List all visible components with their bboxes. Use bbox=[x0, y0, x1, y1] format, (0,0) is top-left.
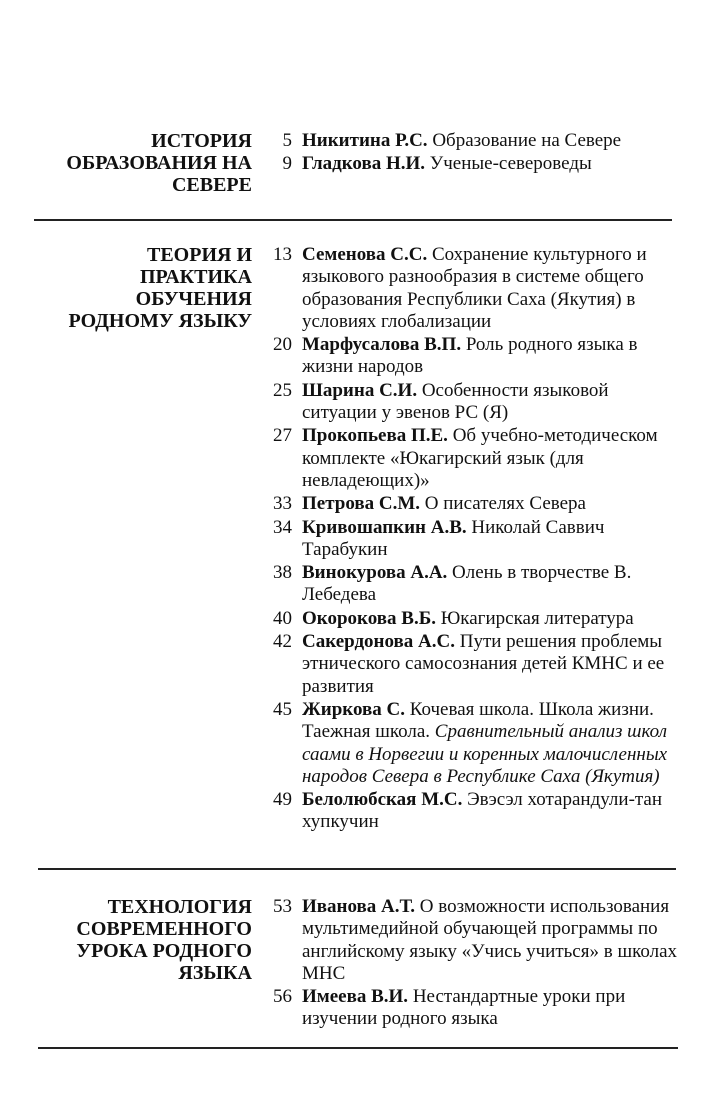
section-title bbox=[0, 130, 252, 196]
entry-body bbox=[302, 380, 680, 425]
page-number: 34 bbox=[273, 516, 292, 538]
entry-title: О писателях Севера bbox=[420, 493, 586, 515]
entry-title: Об учебно-методическом комплекте «Юкагирский язык (для невладеющих)» bbox=[302, 425, 658, 491]
page-number: 42 bbox=[273, 631, 292, 653]
section-title-line: ТЕХНОЛОГИЯ bbox=[107, 896, 252, 918]
entry-body bbox=[302, 425, 680, 492]
entry-author: Иванова А.Т. bbox=[302, 896, 416, 917]
page-number: 13 bbox=[273, 244, 292, 265]
entry-author: Семенова С.С. bbox=[302, 244, 428, 265]
entry-title: Нестандартные уроки при изучении родного языка bbox=[302, 986, 626, 1030]
entry-title: Особенности языковой ситуации у эвенов РС (Я) bbox=[302, 379, 609, 424]
entry-body bbox=[302, 493, 680, 515]
entry-subtitle-italic: Сравнительный анализ школ саами в Норвегии и коренных малочисленных народов Севера в Республике Саха (Якутия) bbox=[302, 721, 668, 787]
section-title-line: ТЕОРИЯ И bbox=[146, 244, 252, 266]
entry-title: Олень в творчестве В. Лебедева bbox=[302, 562, 632, 606]
entry-title: Пути решения проблемы этнического самосознания детей КМНС и ее развития bbox=[302, 631, 665, 697]
toc-entry[interactable] bbox=[260, 631, 680, 698]
entry-body bbox=[302, 608, 680, 630]
page-number: 5 bbox=[282, 130, 292, 151]
section-divider bbox=[38, 868, 676, 870]
entry-title: Ученые-североведы bbox=[425, 153, 592, 175]
entry-author: Имеева В.И. bbox=[302, 986, 409, 1008]
entry-author: Петрова С.М. bbox=[302, 493, 421, 515]
entry-author: Белолюбская М.С. bbox=[302, 789, 463, 811]
toc-entry[interactable] bbox=[260, 493, 680, 515]
section-title-line: РОДНОМУ ЯЗЫКУ bbox=[68, 310, 252, 332]
entry-title: Сохранение культурного и языкового разнообразия в системе общего образования Республики Саха (Якутия) в условиях глобализации bbox=[302, 244, 647, 332]
entry-title: Эвэсэл хотарандули-тан хупкучин bbox=[302, 789, 663, 833]
toc-entry[interactable] bbox=[260, 986, 680, 1031]
page-number: 20 bbox=[273, 334, 292, 356]
toc-entry[interactable] bbox=[260, 789, 680, 834]
section-divider bbox=[38, 1047, 678, 1049]
entry-body bbox=[302, 986, 680, 1031]
entry-author: Гладкова Н.И. bbox=[302, 153, 426, 175]
toc-entries bbox=[260, 130, 680, 177]
entry-title: Юкагирская литература bbox=[436, 607, 634, 629]
toc-entry[interactable] bbox=[260, 517, 680, 562]
entry-author: Окорокова В.Б. bbox=[302, 607, 437, 629]
entry-author: Жиркова С. bbox=[302, 698, 406, 720]
entry-author: Никитина Р.С. bbox=[302, 130, 428, 151]
entry-author: Шарина С.И. bbox=[302, 379, 418, 401]
page-number: 38 bbox=[273, 562, 292, 584]
section-divider bbox=[34, 219, 672, 221]
toc-entry[interactable] bbox=[260, 130, 680, 152]
section-title-line: УРОКА РОДНОГО bbox=[76, 940, 252, 962]
entry-body bbox=[302, 789, 680, 834]
toc-entry[interactable] bbox=[260, 896, 680, 985]
entry-author: Сакердонова А.С. bbox=[302, 631, 455, 653]
entry-body bbox=[302, 244, 680, 333]
section-title bbox=[0, 896, 252, 984]
section-title-line: ОБРАЗОВАНИЯ НА bbox=[66, 152, 252, 174]
entry-author: Марфусалова В.П. bbox=[302, 334, 462, 356]
page-number: 49 bbox=[273, 789, 292, 811]
page-number: 56 bbox=[273, 986, 292, 1008]
toc-entry[interactable] bbox=[260, 425, 680, 492]
section-title-line: ОБУЧЕНИЯ bbox=[135, 288, 252, 310]
toc-entry[interactable] bbox=[260, 380, 680, 425]
entry-author: Винокурова А.А. bbox=[302, 562, 448, 584]
entry-body bbox=[302, 631, 680, 698]
entry-body bbox=[302, 153, 680, 175]
toc-entry[interactable] bbox=[260, 608, 680, 630]
entry-title: О возможности использования мультимедийной обучающей программы по английскому языку «Учись учиться» в школах МНС bbox=[302, 896, 677, 984]
section-title bbox=[0, 244, 252, 332]
entry-body bbox=[302, 334, 680, 379]
section-title-line: ЯЗЫКА bbox=[178, 962, 252, 984]
entry-body bbox=[302, 699, 680, 788]
page-number: 25 bbox=[273, 379, 292, 401]
section-title-line: ПРАКТИКА bbox=[139, 266, 252, 288]
page-number: 53 bbox=[273, 896, 292, 917]
page-number: 45 bbox=[273, 698, 292, 720]
entry-body bbox=[302, 896, 680, 985]
toc-entry[interactable] bbox=[260, 334, 680, 379]
entry-body bbox=[302, 130, 680, 152]
section-title-line: СОВРЕМЕННОГО bbox=[76, 918, 252, 940]
page-number: 40 bbox=[273, 607, 292, 629]
page-number: 33 bbox=[273, 493, 292, 515]
toc-entry[interactable] bbox=[260, 244, 680, 333]
toc-entries bbox=[260, 244, 680, 835]
page-number: 9 bbox=[282, 153, 292, 175]
section-title-line: СЕВЕРЕ bbox=[171, 174, 252, 196]
entry-title: Кочевая школа. Школа жизни. Таежная школа. bbox=[302, 698, 654, 743]
section-title-line: ИСТОРИЯ bbox=[151, 130, 252, 152]
toc-entry[interactable] bbox=[260, 153, 680, 175]
entry-author: Прокопьева П.Е. bbox=[302, 425, 448, 447]
entry-body bbox=[302, 517, 680, 562]
entry-title: Николай Саввич Тарабукин bbox=[302, 516, 605, 560]
entry-body bbox=[302, 562, 680, 607]
entry-title: Роль родного языка в жизни народов bbox=[302, 334, 638, 378]
entry-author: Кривошапкин А.В. bbox=[302, 516, 467, 538]
toc-entry[interactable] bbox=[260, 562, 680, 607]
page-number: 27 bbox=[273, 425, 292, 447]
toc-entry[interactable] bbox=[260, 699, 680, 788]
entry-title: Образование на Севере bbox=[427, 130, 622, 151]
toc-entries bbox=[260, 896, 680, 1032]
